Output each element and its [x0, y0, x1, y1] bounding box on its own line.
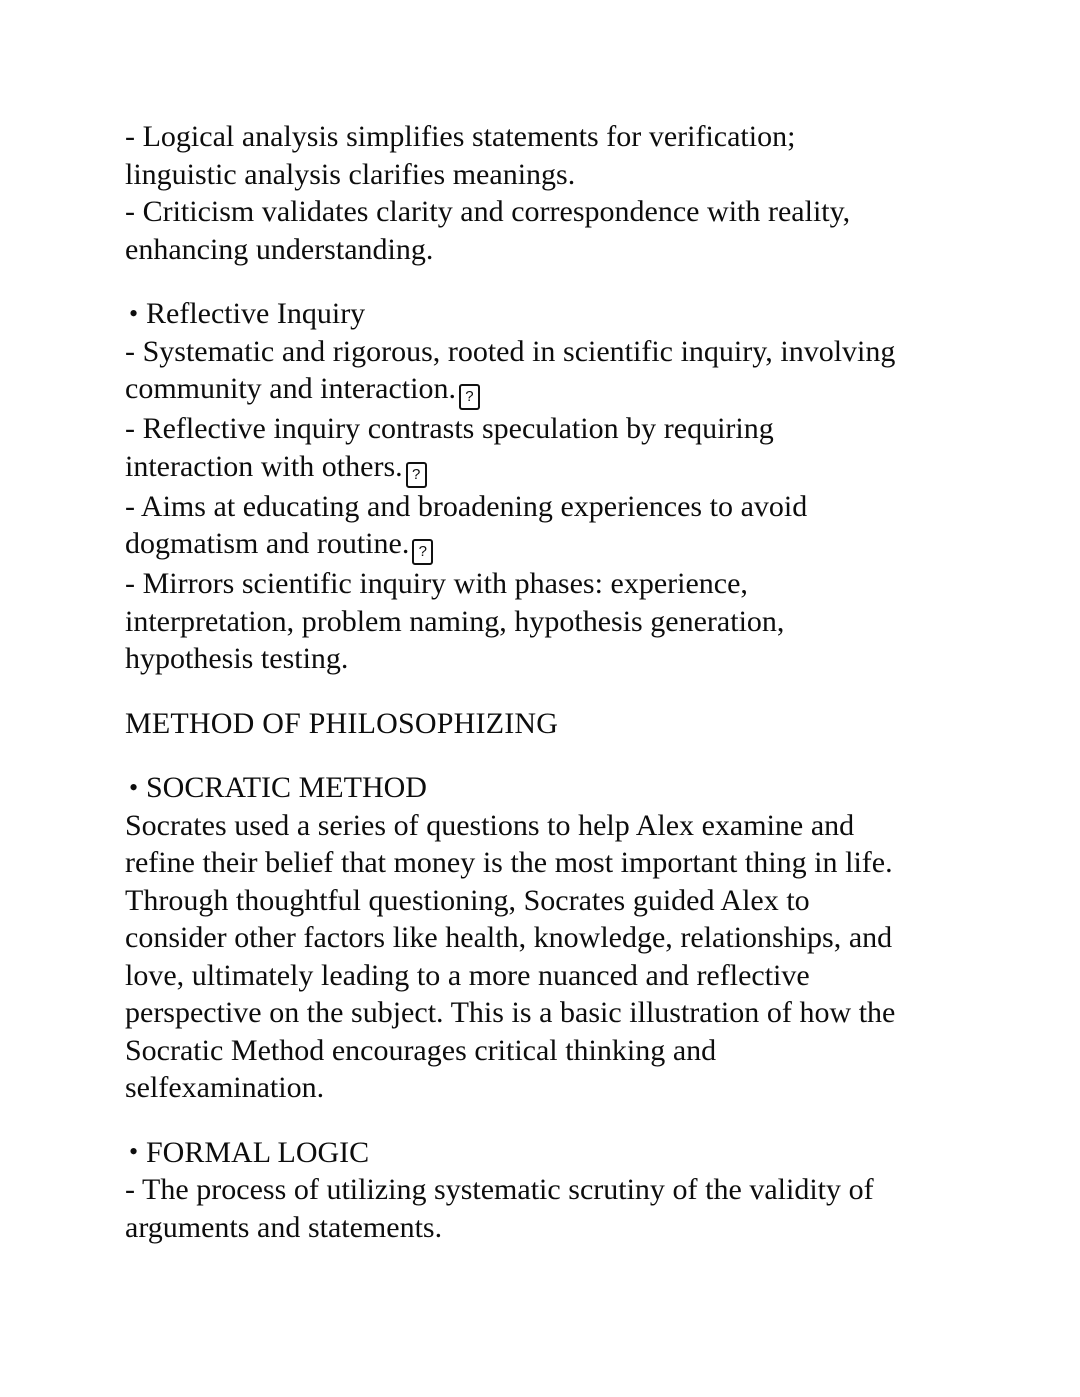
text-line: perspective on the subject. This is a basic illustration of how the	[125, 996, 896, 1029]
text-line-with-tofu	[125, 525, 943, 565]
text-line: - Reflective inquiry contrasts speculation by requiring	[125, 412, 774, 445]
section-heading-method-of-philosophizing: METHOD OF PHILOSOPHIZING	[125, 706, 559, 740]
text-line: dogmatism and routine.	[125, 527, 410, 560]
bullet-point-icon: •	[129, 772, 139, 802]
document-body	[125, 118, 943, 1246]
text-line: Socratic Method encourages critical thinking and	[125, 1033, 717, 1067]
bullet-item-socratic-method	[125, 769, 943, 807]
text-line: community and interaction.	[125, 372, 456, 405]
text-line-with-tofu	[125, 448, 943, 488]
missing-glyph-box-icon: ?	[459, 384, 480, 410]
missing-glyph-box-icon: ?	[412, 539, 433, 565]
text-line: love, ultimately leading to a more nuanced and reflective	[125, 958, 810, 992]
text-line: - Logical analysis simplifies statements for verification;	[125, 120, 796, 153]
bullet-item-formal-logic	[125, 1134, 943, 1172]
bullet-point-icon: •	[129, 298, 139, 328]
text-line: enhancing understanding.	[125, 232, 434, 266]
text-line: arguments and statements.	[125, 1210, 443, 1244]
bullet-point-icon: •	[129, 1137, 139, 1166]
text-line: Through thoughtful questioning, Socrates guided Alex to	[125, 883, 810, 917]
text-line: - Mirrors scientific inquiry with phases: experience,	[125, 567, 748, 600]
paragraph-socratic-method	[125, 769, 943, 1107]
bullet-label: SOCRATIC METHOD	[146, 771, 427, 804]
text-line: interpretation, problem naming, hypothesis generation,	[125, 604, 785, 638]
bullet-label: FORMAL LOGIC	[146, 1135, 370, 1169]
text-line: - Systematic and rigorous, rooted in scientific inquiry, involving	[125, 334, 896, 368]
text-line-with-tofu	[125, 370, 943, 410]
text-line: linguistic analysis clarifies meanings.	[125, 157, 576, 191]
bullet-item-reflective-inquiry	[125, 295, 943, 333]
text-line: refine their belief that money is the most important thing in life.	[125, 846, 893, 879]
paragraph-formal-logic	[125, 1134, 943, 1247]
text-line: - Criticism validates clarity and correspondence with reality,	[125, 195, 851, 228]
text-line: interaction with others.	[125, 449, 403, 483]
bullet-label: Reflective Inquiry	[146, 297, 366, 330]
text-line: - Aims at educating and broadening experiences to avoid	[125, 489, 808, 523]
paragraph-analysis-criticism	[125, 118, 943, 268]
text-line: hypothesis testing.	[125, 642, 349, 675]
text-line: Socrates used a series of questions to help Alex examine and	[125, 808, 855, 842]
text-line: consider other factors like health, knowledge, relationships, and	[125, 921, 893, 954]
text-line: selfexamination.	[125, 1071, 325, 1104]
missing-glyph-box-icon: ?	[406, 462, 427, 488]
paragraph-reflective-inquiry	[125, 295, 943, 678]
text-line: - The process of utilizing systematic scrutiny of the validity of	[125, 1173, 874, 1206]
